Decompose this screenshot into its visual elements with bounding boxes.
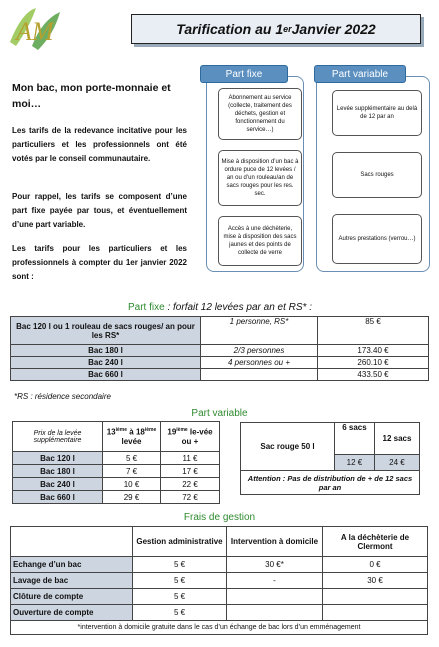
table-cell: Attention : Pas de distribution de + de 12 sacs par an	[241, 471, 420, 495]
table-cell: 5 €	[133, 589, 227, 605]
fixed-part-header: Part fixe	[200, 65, 288, 83]
header-sup: ième	[176, 427, 188, 434]
variable-part-header: Part variable	[314, 65, 406, 83]
variable-part-table	[12, 421, 220, 504]
table-row	[11, 357, 429, 369]
table-cell	[201, 369, 318, 381]
table-row	[13, 452, 220, 465]
table-header	[103, 422, 161, 452]
header-part: levée	[121, 436, 142, 446]
table-cell: Ouverture de compte	[11, 605, 133, 621]
fixed-part-title-main: Part fixe	[128, 302, 165, 313]
table-cell: 30 €*	[227, 557, 323, 573]
table-header: 6 sacs	[335, 423, 375, 455]
table-cell: Bac 660 l	[13, 491, 103, 504]
fixed-part-subtitle: : forfait 12 levées par an et RS* :	[164, 302, 312, 313]
title-suffix: Janvier 2022	[291, 21, 376, 37]
table-row	[11, 573, 428, 589]
header-part: 13	[106, 427, 116, 437]
table-cell: 260.10 €	[318, 357, 429, 369]
table-cell: 24 €	[374, 455, 419, 471]
fees-footnote: *intervention à domicile gratuite dans le cas d’un échange de bac lors d’un emménagement	[11, 621, 428, 635]
table-row	[11, 621, 428, 635]
table-row	[13, 422, 220, 452]
variable-item: Autres prestations (verrou…)	[332, 214, 422, 264]
table-header	[11, 527, 133, 557]
logo-text: AM	[16, 17, 54, 46]
fixed-item: Accès à une déchèterie, mise à disposition des sacs jaunes et des points de collecte de verre	[218, 216, 302, 266]
fees-table	[10, 526, 428, 635]
table-cell: 17 €	[161, 465, 220, 478]
table-cell: 5 €	[133, 557, 227, 573]
table-row	[11, 345, 429, 357]
table-header: Gestion administrative	[133, 527, 227, 557]
table-cell	[323, 589, 428, 605]
header-sup: ième	[115, 427, 128, 434]
fixed-item: Abonnement au service (collecte, traitement des déchets, gestion et fonctionnement du service…)	[218, 88, 302, 140]
table-cell: 72 €	[161, 491, 220, 504]
table-header	[161, 422, 220, 452]
intro-paragraph-3: Les tarifs pour les particuliers et les professionnels à compter du 1er janvier 2022 sont :	[12, 244, 187, 281]
table-cell: Clôture de compte	[11, 589, 133, 605]
fixed-part-table	[10, 316, 429, 381]
table-cell: 4 personnes ou +	[201, 357, 318, 369]
table-cell: 2/3 personnes	[201, 345, 318, 357]
intro-paragraph-1: Les tarifs de la redevance incitative pour les particuliers et les professionnels ont été votés par le conseil communautaire.	[12, 126, 187, 163]
table-header: Prix de la levée supplémentaire	[13, 422, 103, 452]
table-row	[241, 471, 420, 495]
variable-item: Sacs rouges	[332, 152, 422, 198]
table-row	[13, 478, 220, 491]
table-row	[11, 369, 429, 381]
table-cell: 85 €	[318, 317, 429, 345]
table-row	[11, 589, 428, 605]
table-row	[11, 605, 428, 621]
table-cell: Bac 240 l	[11, 357, 201, 369]
logo	[2, 2, 72, 56]
table-cell: 22 €	[161, 478, 220, 491]
header-part: le-vée ou +	[181, 427, 213, 446]
table-cell	[227, 589, 323, 605]
table-row	[13, 491, 220, 504]
header-part: à 18	[127, 427, 145, 437]
table-cell: Bac 120 l ou 1 rouleau de sacs rouges/ an pour les RS*	[11, 317, 201, 345]
table-cell: Lavage de bac	[11, 573, 133, 589]
table-cell: Bac 120 l	[13, 452, 103, 465]
table-cell: Bac 660 l	[11, 369, 201, 381]
table-cell: 5 €	[103, 452, 161, 465]
table-cell: 12 €	[335, 455, 375, 471]
table-cell	[227, 605, 323, 621]
table-cell: Bac 240 l	[13, 478, 103, 491]
variable-part-title: Part variable	[191, 408, 248, 419]
table-cell: 29 €	[103, 491, 161, 504]
variable-item: Levée supplémentaire au delà de 12 par an	[332, 90, 422, 136]
header-part: 19	[167, 427, 177, 437]
header-sup: ième	[144, 427, 157, 434]
table-cell: -	[227, 573, 323, 589]
table-cell: Sac rouge 50 l	[241, 423, 335, 471]
table-cell: 173.40 €	[318, 345, 429, 357]
table-cell: 10 €	[103, 478, 161, 491]
table-header: 12 sacs	[374, 423, 419, 455]
table-header: A la déchèterie de Clermont	[323, 527, 428, 557]
title-sup: er	[283, 24, 292, 34]
table-cell: 1 personne, RS*	[201, 317, 318, 345]
table-header: Intervention à domicile	[227, 527, 323, 557]
fees-title: Frais de gestion	[183, 512, 256, 523]
table-cell: 433.50 €	[318, 369, 429, 381]
table-cell: 30 €	[323, 573, 428, 589]
table-cell: 11 €	[161, 452, 220, 465]
table-row	[241, 423, 420, 455]
table-cell: Echange d’un bac	[11, 557, 133, 573]
rs-note: *RS : résidence secondaire	[14, 392, 111, 401]
fixed-item: Mise à disposition d’un bac à ordure puce de 12 levées / an ou d’un rouleau/an de sacs rouges pour les res. sec.	[218, 150, 302, 206]
table-cell: Bac 180 l	[11, 345, 201, 357]
table-row	[11, 557, 428, 573]
table-row	[13, 465, 220, 478]
table-cell: 5 €	[133, 605, 227, 621]
table-cell: 0 €	[323, 557, 428, 573]
table-cell: Bac 180 l	[13, 465, 103, 478]
fixed-part-title	[10, 302, 430, 313]
table-cell	[323, 605, 428, 621]
intro-paragraph-2: Pour rappel, les tarifs se composent d’une part fixe payée par tous, et éventuellement d’une part variable.	[12, 192, 187, 229]
title-prefix: Tarification au 1	[176, 21, 284, 37]
table-row	[11, 317, 429, 345]
table-cell: 5 €	[133, 573, 227, 589]
table-cell: 7 €	[103, 465, 161, 478]
page-title	[131, 14, 421, 44]
table-row	[11, 527, 428, 557]
intro-heading: Mon bac, mon porte-monnaie et moi…	[12, 82, 171, 110]
red-bags-table	[240, 422, 420, 495]
